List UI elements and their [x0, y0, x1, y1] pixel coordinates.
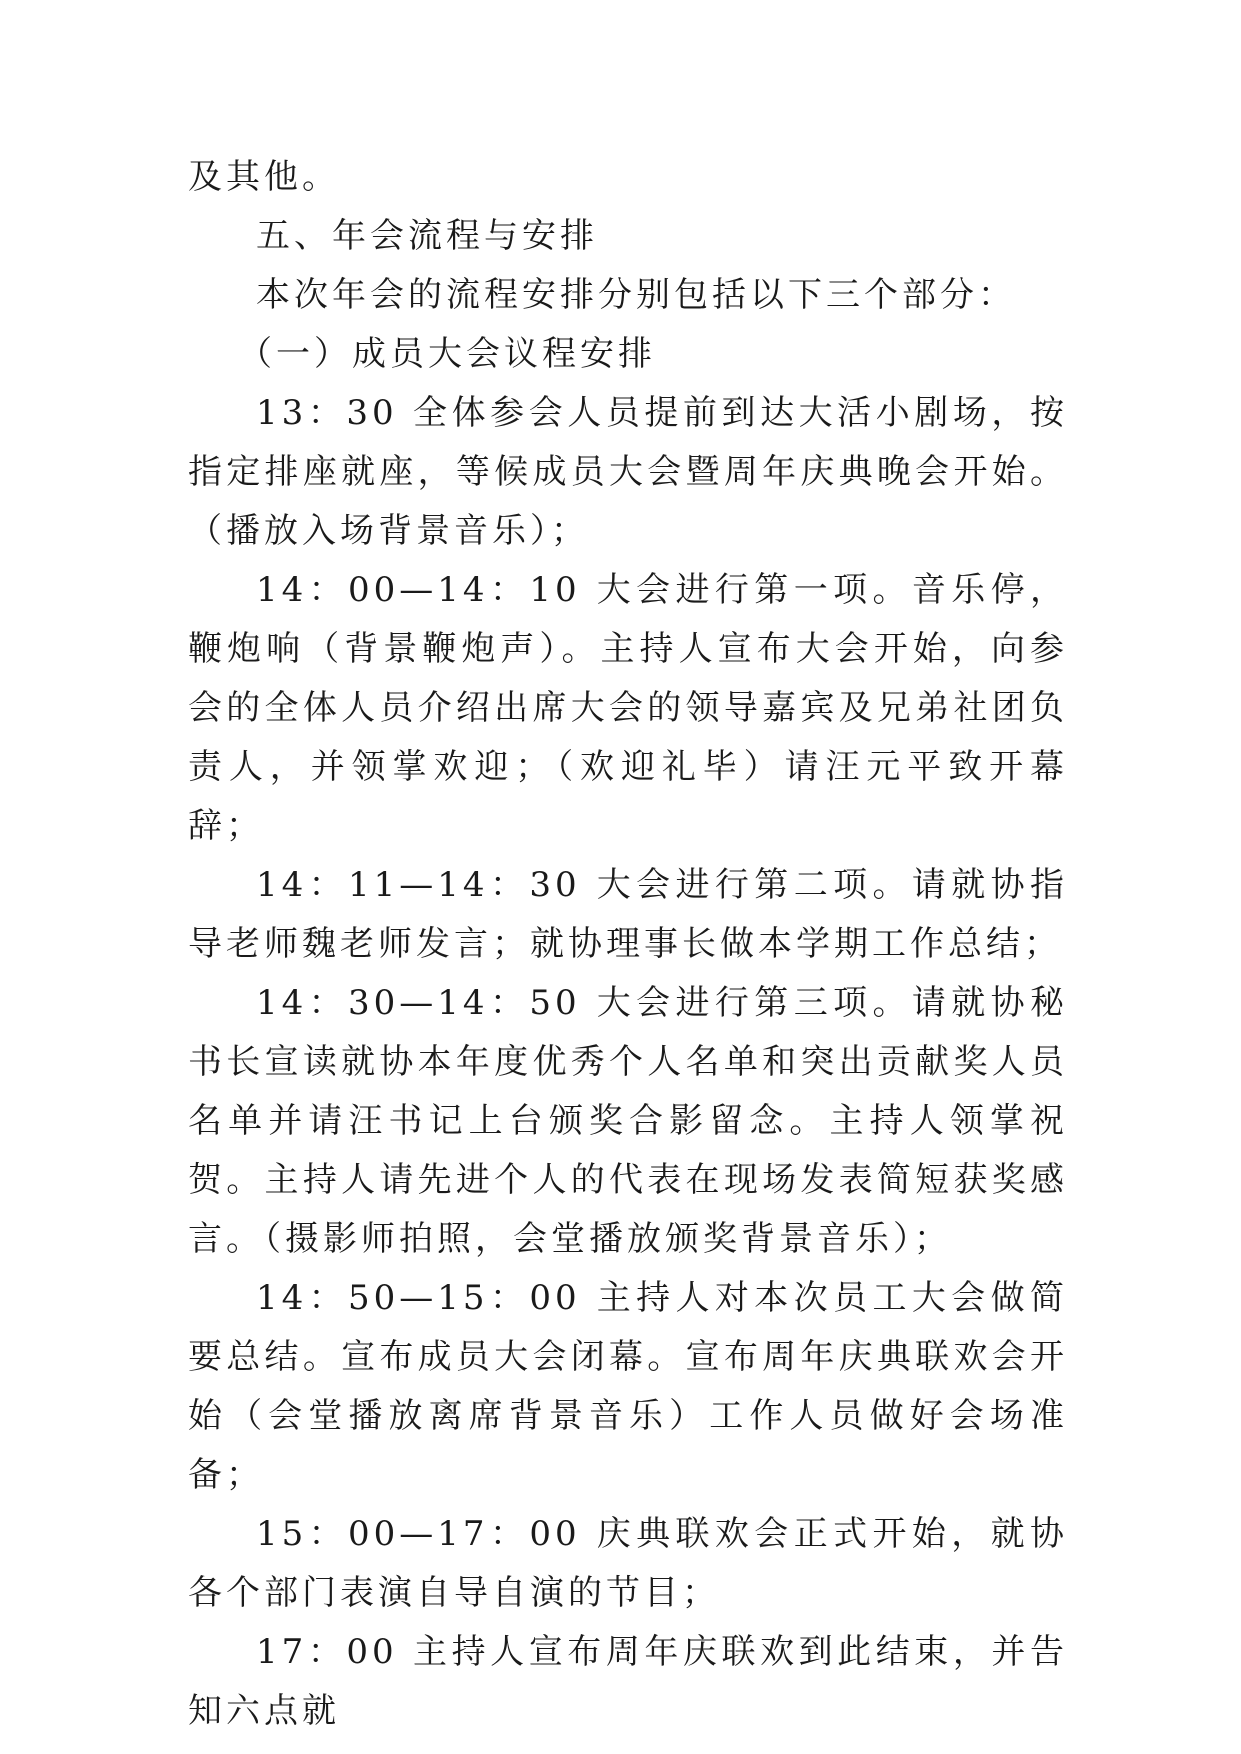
paragraph-continuation: 及其他。 — [188, 157, 340, 197]
subsection-heading: （一）成员大会议程安排 — [238, 334, 656, 374]
schedule-item: 14：50—15：00 主持人对本次员工大会做简要总结。宣布成员大会闭幕。宣布周年庆典联欢会开始（会堂播放离席背景音乐）工作人员做好会场准备； — [188, 1278, 1068, 1495]
schedule-item: 14：11—14：30 大会进行第二项。请就协指导老师魏老师发言；就协理事长做本学期工作总结； — [188, 865, 1068, 964]
document-body — [188, 148, 1068, 1741]
paragraph-intro: 本次年会的流程安排分别包括以下三个部分： — [256, 275, 1016, 315]
section-heading: 五、年会流程与安排 — [256, 216, 598, 256]
schedule-item: 17：00 主持人宣布周年庆联欢到此结束，并告知六点就 — [188, 1632, 1068, 1731]
schedule-item: 14：00—14：10 大会进行第一项。音乐停，鞭炮响（背景鞭炮声）。主持人宣布大会开始，向参会的全体人员介绍出席大会的领导嘉宾及兄弟社团负责人，并领掌欢迎；（欢迎礼毕）请汪元平致开幕辞； — [188, 570, 1068, 846]
schedule-item: 13：30 全体参会人员提前到达大活小剧场，按指定排座就座，等候成员大会暨周年庆典晚会开始。（播放入场背景音乐）； — [188, 393, 1068, 551]
schedule-item: 14：30—14：50 大会进行第三项。请就协秘书长宣读就协本年度优秀个人名单和突出贡献奖人员名单并请汪书记上台颁奖合影留念。主持人领掌祝贺。主持人请先进个人的代表在现场发表简短获奖感言。（摄影师拍照，会堂播放颁奖背景音乐）； — [188, 983, 1068, 1259]
schedule-item: 15：00—17：00 庆典联欢会正式开始，就协各个部门表演自导自演的节目； — [188, 1514, 1068, 1613]
